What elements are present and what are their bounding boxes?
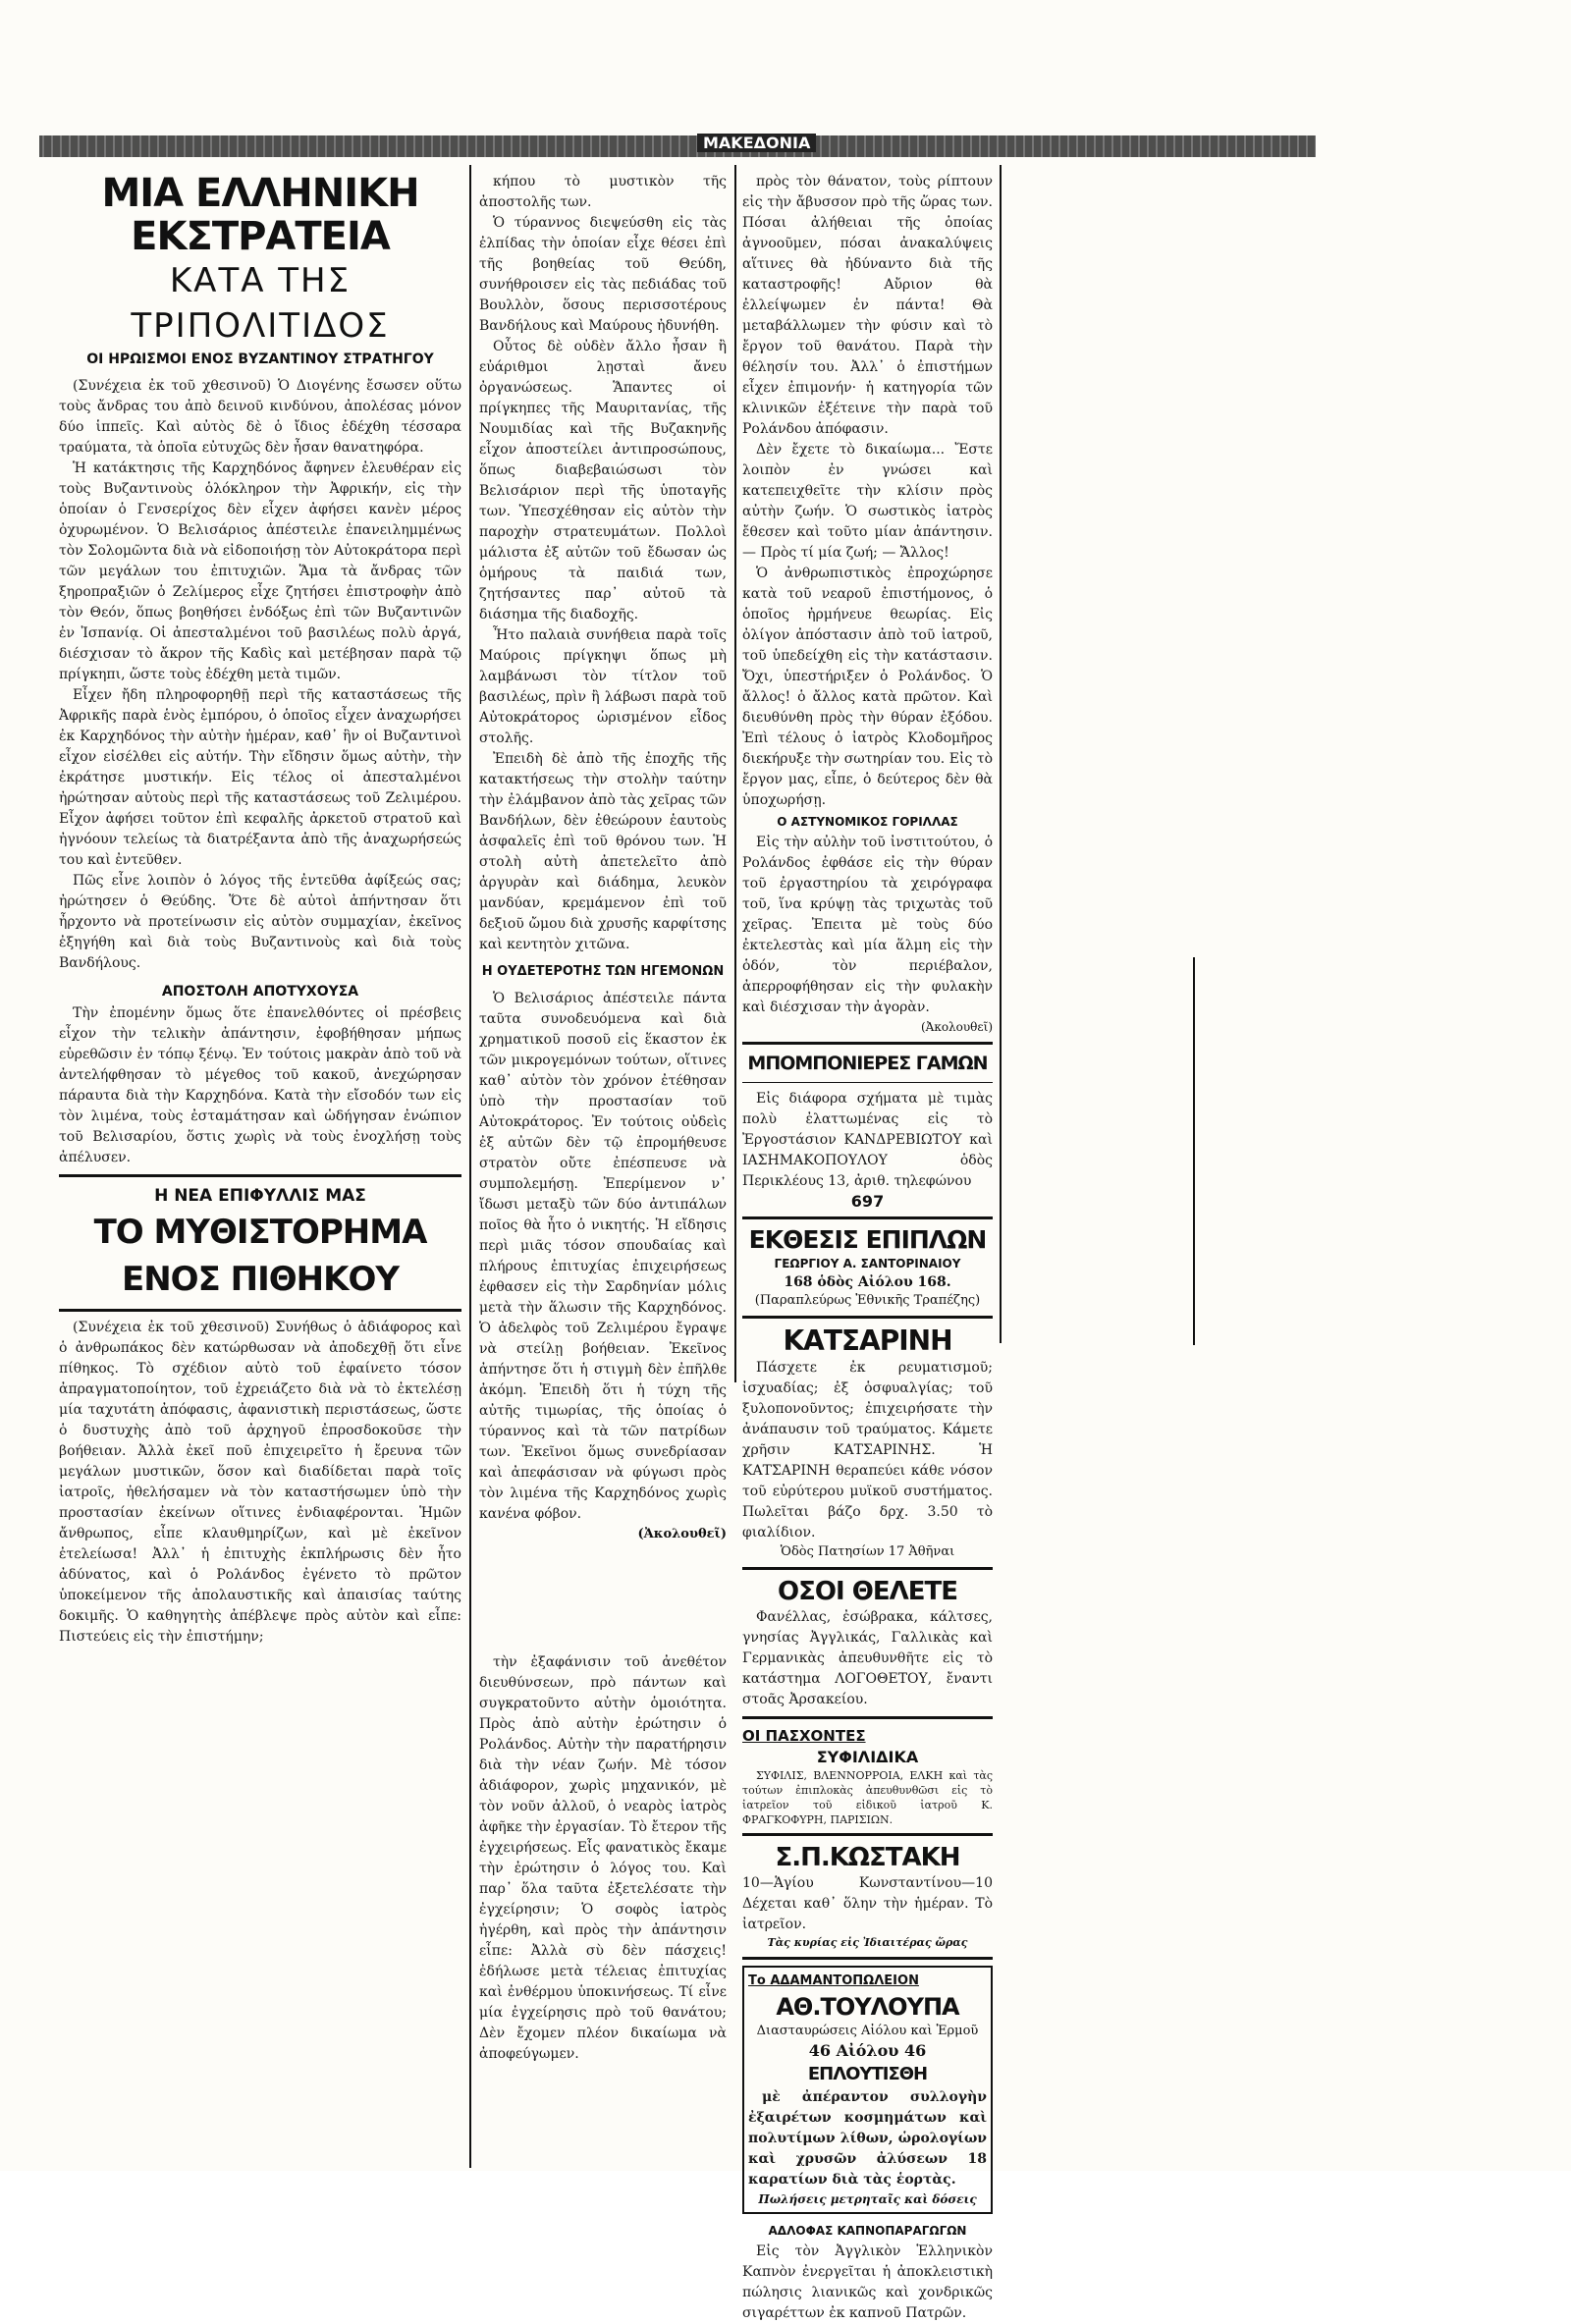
- paragraph: (Συνέχεια ἐκ τοῦ χθεσινοῦ) Συνήθως ὁ ἀδιάφορος καὶ ὁ ἀνθρωπάκος δὲν κατώρθωσαν νὰ ἀποδεχθῇ ὅτι εἶνε πίθηκος. Τὸ σχέδιον αὐτὸ τοῦ ἐφαίνετο τόσον ἀπραγματοποίητον, τοῦ ἐχρειάζετο διὰ νὰ τὸ ἐκτελέσῃ μία ταχυτάτη ἀπόφασις, ἀφανιστικὴ περιστάσεως, ὥστε ὁ δυστυχὴς ἀπὸ τοῦ ἀρχηγοῦ ἐπροσδοκοῦσε τὴν βοήθειαν. Ἀλλὰ ἐκεῖ ποῦ ἐπιχειρεῖτο ἡ ἔρευνα τῶν μεγάλων μυστικῶν, ὅσον καὶ διαδίδεται παρὰ τοῖς ἰατροῖς, ἠθελήσαμεν νὰ τὸν καταστήσωμεν ὑπὸ τὴν προστασίαν ἐκείνων οἵτινες ἐνδιαφέρονται. Ἡμῶν ἄνθρωπος, εἶπε κλαυθμηρίζων, καὶ μὲ ἐκεῖνον ἐτελείωσα! Ἀλλ᾽ ἡ ἐπιτυχὴς ἐκπλήρωσις δὲν ἦτο ἀδύνατος, καὶ ὁ Ρολάνδος ἐγένετο τὸ πρῶτον ὑποκείμενον τῆς ἀπολαυστικῆς καὶ ἀπαισίας ταύτης δοκιμῆς. Ὁ καθηγητὴς ἀπέβλεψε πρὸς αὐτὸν καὶ εἶπε: Πιστεύεις εἰς τὴν ἐπιστήμην;: [59, 1320, 461, 1645]
- ad-body: Πάσχετε ἐκ ρευματισμοῦ; ἰσχυαδίας; ἐξ ὁσφυαλγίας; τοῦ ξυλοπονοῦντος; ἐπιχειρήσατε τὴν ἀνάπαυσιν τοῦ τραύματος. Κάμετε χρῆσιν ΚΑΤΣΑΡΙΝΗΣ. Ἡ ΚΑΤΣΑΡΙΝΗ θεραπεύει κάθε νόσον τοῦ εὐρύτερου μυϊκοῦ συστήματος. Πωλεῖται βάζο δρχ. 3.50 τὸ φιαλίδιον.: [742, 1360, 993, 1540]
- divider: [742, 1716, 993, 1719]
- paragraph: Δὲν ἔχετε τὸ δικαίωμα... Ἔστε λοιπὸν ἐν γνώσει καὶ κατεπειχθεῖτε τὴν κλίσιν πρὸς αὐτὴν ζωήν. Ὁ σωστικὸς ἰατρὸς ἔθεσεν καὶ τοῦτο μίαν ἀπάντησιν. — Πρὸς τί μία ζωή; — Ἄλλος!: [742, 442, 993, 561]
- ad-note: (Παραπλεύρως Ἐθνικῆς Τραπέζης): [754, 1293, 981, 1308]
- column-2: [479, 172, 727, 2165]
- ad-title: ΕΚΘΕΣΙΣ ΕΠΙΠΛΩΝ: [748, 1225, 987, 1254]
- column-1: [59, 172, 461, 2165]
- ad-footer: Πωλήσεις μετρηταῖς καὶ δόσεις: [758, 2192, 977, 2206]
- ad-body: 10—Ἁγίου Κωνσταντίνου—10 Δέχεται καθ᾽ ὅλην τὴν ἡμέραν. Τὸ ἰατρεῖον.: [742, 1875, 993, 1932]
- ad-title: ΟΙ ΠΑΣΧΟΝΤΕΣ: [742, 1727, 866, 1745]
- paragraph: Πῶς εἶνε λοιπὸν ὁ λόγος τῆς ἐντεῦθα ἀφίξεώς σας; ἠρώτησεν ὁ Θεύδης. Ὅτε δὲ αὐτοὶ ἀπήντησαν ὅτι ἦρχοντο νὰ προτείνωσιν εἰς αὐτὸν συμμαχίαν, ἐκεῖνος ἐξηγήθη καὶ διὰ τοὺς Βυζαντινοὺς καὶ διὰ τοὺς Βανδήλους.: [59, 873, 461, 971]
- ad-note: Τὰς κυρίας εἰς Ἰδιαιτέρας ὥρας: [767, 1936, 968, 1949]
- kicker: ΟΙ ΗΡΩΙΣΜΟΙ ΕΝΟΣ ΒΥΖΑΝΤΙΝΟΥ ΣΤΡΑΤΗΓΟΥ: [86, 351, 434, 367]
- ad-body: Φανέλλας, ἐσώβρακα, κάλτσες, γνησίας Ἀγγλικάς, Γαλλικὰς καὶ Γερμανικὰς ἀπευθυνθῆτε εἰς τὸ κατάστημα ΛΟΓΟΘΕΤΟΥ, ἔναντι στοᾶς Ἀρσακείου.: [742, 1609, 993, 1707]
- ad-address: Ὁδὸς Πατησίων 17 Ἀθῆναι: [780, 1544, 955, 1559]
- ad-title: ΜΠΟΜΠΟΝΙΕΡΕΣ ΓΑΜΩΝ: [747, 1053, 988, 1074]
- column-3: [742, 172, 993, 2321]
- paragraph: Τὴν ἐπομένην ὅμως ὅτε ἐπανελθόντες οἱ πρέσβεις εἶχον τὴν τελικὴν ἀπάντησιν, ἐφοβήθησαν μήπως εὑρεθῶσιν ἐν τόπῳ ξένῳ. Ἐν τούτοις μακρὰν ἀπὸ τοῦ νὰ ἀντελήφθησαν τὸ μέγεθος τοῦ κακοῦ, ἀνεχώρησαν πάραυτα διὰ τὴν Καρχηδόνα. Κατὰ τὴν εἴσοδόν των εἰς τὸν λιμένα, τοὺς ἐσταμάτησαν καὶ ὡδήγησαν ἐνώπιον τοῦ Βελισαρίου, ὅστις χωρὶς νὰ τοὺς ἐνοχλήσῃ τοὺς ἀπέλυσεν.: [59, 1005, 461, 1165]
- ad-title: ΑΘ.ΤΟΥΛΟΥΠΑ: [776, 1993, 959, 2021]
- divider: [742, 1082, 993, 1083]
- ad-title: ΚΑΤΣΑΡΙΝΗ: [783, 1324, 952, 1357]
- ad-body: μὲ ἀπέραντον συλλογὴν ἐξαιρέτων κοσμημάτων καὶ πολυτίμων λίθων, ὡρολογίων καὶ χρυσῶν ἀλύσεων 18 καρατίων διὰ τὰς ἑορτὰς.: [748, 2089, 987, 2188]
- paragraph: (Συνέχεια ἐκ τοῦ χθεσινοῦ) Ὁ Διογένης ἔσωσεν οὕτω τοὺς ἄνδρας του ἀπὸ δεινοῦ κινδύνου, ἀπολέσας μόνον δύο ἱππεῖς. Καὶ αὐτὸς δὲ ὁ ἴδιος ἐδέχθη τέσσαρα τραύματα, τὰ ὁποῖα εὐτυχῶς δὲν ἦσαν θανατηφόρα.: [59, 378, 461, 456]
- divider: [742, 1833, 993, 1836]
- section-heading: Η ΟΥΔΕΤΕΡΟΤΗΣ ΤΩΝ ΗΓΕΜΟΝΩΝ: [481, 964, 725, 979]
- ad-body: Εἰς διάφορα σχήματα μὲ τιμὰς πολὺ ἐλαττωμένας εἰς τὸ Ἐργοστάσιον ΚΑΝΔΡΕΒΙΩΤΟΥ καὶ ΙΑΣΗΜΑΚΟΠΟΥΛΟΥ ὁδὸς Περικλέους 13, ἀριθ. τηλεφώνου: [742, 1091, 993, 1189]
- column-rule: [469, 165, 471, 2168]
- ad-body: Εἰς τὸν Ἀγγλικὸν Ἑλληνικὸν Καπνὸν ἐνεργεῖται ἡ ἀποκλειστικὴ πώλησις λιανικῶς καὶ χονδρικῶς σιγαρέττων ἐκ καπνοῦ Πατρῶν.: [742, 2243, 993, 2321]
- paragraph: Οὗτος δὲ οὐδὲν ἄλλο ἦσαν ἢ εὐάριθμοι λῃσταὶ ἄνευ ὀργανώσεως. Ἅπαντες οἱ πρίγκηπες τῆς Μαυριτανίας, τῆς Νουμιδίας καὶ τῆς Βυζακηνῆς εἶχον ἀποστείλει ἀντιπροσώπους, ὅπως διαβεβαιώσωσι τὸν Βελισάριον περὶ τῆς ὑποταγῆς των. Ὑπεσχέθησαν εἰς αὐτὸν τὴν παροχὴν στρατευμάτων. Πολλοὶ μάλιστα ἐξ αὐτῶν τοῦ ἔδωσαν ὡς ὁμήρους τὰ παιδιά των, ζητήσαντες παρ᾽ αὐτοῦ τὰ διάσημα τῆς διαδοχῆς.: [479, 339, 727, 622]
- ad-title: ΑΔΛΟΦΑΣ ΚΑΠΝΟΠΑΡΑΓΩΓΩΝ: [768, 2224, 967, 2238]
- divider: [742, 1316, 993, 1319]
- paragraph: πρὸς τὸν θάνατον, τοὺς ρίπτουν εἰς τὴν ἄβυσσον πρὸ τῆς ὥρας των. Πόσαι ἀλήθειαι τῆς ὁποίας ἀγνοοῦμεν, πόσαι ἀνακαλύψεις αἵτινες θὰ ἠδύναντο διὰ τῆς καταστροφῆς! Αὔριον θὰ ἐλλείψωμεν ἐν πάντα! Θὰ μεταβάλλωμεν τὴν φύσιν καὶ τὸ ἔργον τοῦ θανάτου. Παρὰ τὴν θέλησίν του. Ἀλλ᾽ ὁ ἐπιστήμων εἶχεν ἐπιμονήν· ἡ κατηγορία τῶν κλινικῶν ἐξέτεινε τὴν παρὰ τοῦ Ρολάνδου ἀπόφασιν.: [742, 174, 993, 437]
- ad-address: 168 ὁδὸς Αἰόλου 168.: [784, 1274, 951, 1290]
- ad-title: Σ.Π.ΚΩΣΤΑΚΗ: [775, 1843, 960, 1872]
- paragraph: Ἦτο παλαιὰ συνήθεια παρὰ τοῖς Μαύροις πρίγκηψι ὅπως μὴ λαμβάνωσι τὸν τίτλον τοῦ βασιλέως, πρὶν ἢ λάβωσι παρὰ τοῦ Αὐτοκράτορος ὡρισμένον εἶδος στολῆς.: [479, 627, 727, 746]
- ad-body: ΣΥΦΙΛΙΣ, ΒΛΕΝΝΟΡΡΟΙΑ, ΕΛΚΗ καὶ τὰς τούτων ἐπιπλοκὰς ἀπευθυνθῶσι εἰς τὸ ἰατρεῖον τοῦ εἰδικοῦ ἰατροῦ Κ. ΦΡΑΓΚΟΦΥΡΗ, ΠΑΡΙΣΙΩΝ.: [742, 1769, 993, 1826]
- section-heading: Ο ΑΣΤΥΝΟΜΙΚΟΣ ΓΟΡΙΛΛΑΣ: [777, 815, 958, 829]
- masthead-band: [39, 135, 1316, 157]
- paragraph: Ὁ τύραννος διεψεύσθη εἰς τὰς ἐλπίδας τὴν ὁποίαν εἶχε θέσει ἐπὶ τῆς βοηθείας τοῦ Θεύδη, συνήθροισεν εἰς τὰς πεδιάδας τοῦ Βουλλὸν, ὅσους περισσοτέρους Βανδήλους καὶ Μαύρους ἠδυνήθη.: [479, 215, 727, 334]
- column-rule: [1000, 165, 1002, 1343]
- ad-sub: ΓΕΩΡΓΙΟΥ Α. ΣΑΝΤΟΡΙΝΑΙΟΥ: [774, 1257, 961, 1270]
- headline: ΜΙΑ ΕΛΛΗΝΙΚΗ ΕΚΣΤΡΑΤΕΙΑ: [101, 171, 419, 259]
- paragraph: Ὁ ἀνθρωπιστικὸς ἐπροχώρησε κατὰ τοῦ νεαροῦ ἐπιστήμονος, ὁ ὁποῖος ἠρμήνευε θεωρίας. Εἰς ὀλίγον ἀπόστασιν ἀπὸ τοῦ ἰατροῦ, τοῦ ὑπεδείχθη εἰς τὴν κατάστασιν. Ὄχι, ὑπεστήριξεν ὁ Ρολάνδος. Ὁ ἄλλος! ὁ ἄλλος κατὰ πρῶτον. Καὶ διευθύνθη πρὸς τὴν θύραν ἐξόδου. Ἐπὶ τέλους ὁ ἰατρὸς Κλοδομῆρος διεκήρυξε τὴν σωτηρίαν του. Εἰς τὸ ἔργον μας, εἶπε, ὁ δεύτερος δὲν θὰ ὑποχωρήσῃ.: [742, 566, 993, 808]
- ad-sub: Διασταυρώσεις Αἰόλου καὶ Ἑρμοῦ: [756, 2024, 979, 2038]
- divider: [59, 1309, 461, 1312]
- headline-sub: ΚΑΤΑ ΤΗΣ ΤΡΙΠΟΛΙΤΙΔΟΣ: [131, 261, 390, 346]
- ad-address: 46 Αἰόλου 46: [808, 2041, 927, 2060]
- paragraph: κήπου τὸ μυστικὸν τῆς ἀποστολῆς των.: [479, 174, 727, 210]
- paragraph: Ὁ Βελισάριος ἀπέστειλε πάντα ταῦτα συνοδευόμενα καὶ διὰ χρηματικοῦ ποσοῦ εἰς ἕκαστον ἐκ τῶν μικρογεμόνων τούτων, οἵτινες καθ᾽ αὑτὸν τὸν χρόνον ἐτέθησαν ὑπὸ τὴν προστασίαν τοῦ Αὐτοκράτορος. Ἐν τούτοις οὐδεὶς ἐξ αὐτῶν δὲν τῷ ἐπρομήθευσε στρατὸν οὔτε ἐπέσπευσε νὰ συμπολεμήσῃ. Ἐπερίμενον ν᾽ ἴδωσι μεταξὺ τῶν δύο ἀντιπάλων ποῖος θὰ ἦτο ὁ νικητής. Ἡ εἴδησις περὶ μιᾶς τόσον σπουδαίας καὶ πλήρους ἐπιτυχίας ἐπιχειρήσεως ἐφθασεν εἰς τὴν Σαρδηνίαν μόλις μετὰ τὴν ἅλωσιν τῆς Καρχηδόνος. Ὁ ἀδελφὸς τοῦ Ζελιμέρου ἔγραψε νὰ στείλῃ βοήθειαν. Ἐκεῖνος ἀπήντησε ὅτι ἡ στιγμὴ δὲν ἐπῆλθε ἀκόμη. Ἐπειδὴ ὅτι ἡ τύχη τῆς αὐτῆς τιμωρίας, τῆς ὁποίας ὁ τύραννος καὶ τὰ τῶν πατρίδων των. Ἐκεῖνοι ὅμως συνεδρίασαν καὶ ἀπεφάσισαν νὰ φύγωσι πρὸς τὸν λιμένα τῆς Καρχηδόνος χωρὶς κανένα φόβον.: [479, 991, 727, 1522]
- continued-label: (Ἀκολουθεῖ): [637, 1527, 727, 1541]
- ad-phone: 697: [850, 1192, 885, 1211]
- ad-head: Το ΑΔΑΜΑΝΤΟΠΩΛΕΙΟΝ: [748, 1973, 919, 1988]
- column-rule: [1193, 957, 1195, 1345]
- paragraph: Εἶχεν ἤδη πληροφορηθῇ περὶ τῆς καταστάσεως τῆς Ἀφρικῆς παρὰ ἑνὸς ἐμπόρου, ὁ ὁποῖος εἶχεν ἀναχωρήσει ἐκ Καρχηδόνος τὴν αὐτὴν ἡμέραν, καθ᾽ ἣν οἱ Βυζαντινοὶ εἶχον εἰσέλθει εἰς αὐτήν. Τὴν εἴδησιν ὅμως αὐτὴν, τὴν ἐκράτησε μυστικήν. Εἰς τέλος οἱ ἀπεσταλμένοι ἠρώτησαν αὐτοὺς περὶ τῆς καταστάσεως τοῦ Ζελιμέρου. Εἶχον ἀφήσει τοῦτον ἐπὶ κεφαλῆς ἀρκετοῦ στρατοῦ καὶ ἠγνόουν τελείως τὰ διατρέξαντα ἀπὸ τῆς ἀναχωρήσεώς του καὶ ἐντεῦθεν.: [59, 687, 461, 868]
- masthead-label: ΜΑΚΕΔΟΝΙΑ: [697, 134, 816, 152]
- paragraph: Ἐπειδὴ δὲ ἀπὸ τῆς ἐποχῆς τῆς κατακτήσεως τὴν στολὴν ταύτην τὴν ἐλάμβανον ἀπὸ τὰς χεῖρας τῶν Βανδήλων, δὲν ἐθεώρουν ἑαυτοὺς ἀσφαλεῖς ἐπὶ τοῦ θρόνου των. Ἡ στολὴ αὐτὴ ἀπετελεῖτο ἀπὸ ἀργυρὰν καὶ διάδημα, λευκὸν μανδύαν, κρεμάμενον ἐπὶ τοῦ δεξιοῦ ὤμου διὰ χρυσῆς καρφίτσης καὶ κεντητὸν χιτῶνα.: [479, 751, 727, 952]
- section-heading: Η ΝΕΑ ΕΠΙΦΥΛΛΙΣ ΜΑΣ: [154, 1186, 366, 1206]
- column-rule: [734, 165, 736, 1382]
- novel-title: ΤΟ ΜΥΘΙΣΤΟΡΗΜΑ ΕΝΟΣ ΠΙΘΗΚΟΥ: [93, 1213, 427, 1299]
- section-heading: ΑΠΟΣΤΟΛΗ ΑΠΟΤΥΧΟΥΣΑ: [161, 984, 359, 1000]
- divider: [59, 1174, 461, 1177]
- paragraph: Εἰς τὴν αὐλὴν τοῦ ἰνστιτούτου, ὁ Ρολάνδος ἐφθάσε εἰς τὴν θύραν τοῦ ἐργαστηρίου τὰ χειρόγραφα τοῦ, ἵνα κρύψῃ τὰς τριχωτὰς τοῦ χεῖρας. Ἐπειτα μὲ τοὺς δύο ἐκτελεστὰς καὶ μία ἅλμη εἰς τὴν ὁδόν, τὸν περιέβαλον, ἀπερροφήθησαν εἰς τὴν φυλακὴν καὶ διέσχισαν τὴν ἀγορὰν.: [742, 835, 993, 1015]
- paragraph: Ἡ κατάκτησις τῆς Καρχηδόνος ἄφηνεν ἐλευθέραν εἰς τοὺς Βυζαντινοὺς ὁλόκληρον τὴν Ἀφρικήν, εἰς τὴν ὁποίαν ὁ Γενσερίχος δὲν εἶχεν ἀφήσει κανὲν μέρος ὀχυρωμένον. Ὁ Βελισάριος ἀπέστειλε ἐπανειλημμένως τὸν Σολομῶντα διὰ νὰ εἰδοποιήσῃ τὸν Αὐτοκράτορα περὶ τῶν μεγάλων του ἐπιτυχιῶν. Ἅμα τὰ ἄνδρας τῶν ξηροπραξιῶν ὁ Ζελίμερος εἶχε ζητήσει ἐπιστροφὴν ἀπὸ τὸν Θεόν, ὅπως βοηθήσει ἐνδόξως ἐπὶ τῶν Βυζαντινῶν ἐν Ἰσπανίᾳ. Οἱ ἀπεσταλμένοι τοῦ βασιλέως πολὺ ἀργά, διέσχισαν τὸ ἄκρον τῆς Καδὶς καὶ μετέβησαν παρὰ τῷ πρίγκηπι, ὥστε τοὺς ἐδέχθη μετὰ τιμῶν.: [59, 460, 461, 682]
- paragraph: τὴν ἐξαφάνισιν τοῦ ἀνεθέτον διευθύνσεων, πρὸ πάντων καὶ συγκρατοῦντο αὐτὴν ὁμοιότητα. Πρὸς ἀπὸ αὐτὴν ἐρώτησιν ὁ Ρολάνδος. Αὐτὴν τὴν παρατήρησιν διὰ τὴν νέαν ζωήν. Μὲ τόσον ἀδιάφορον, χωρὶς μηχανικόν, μὲ τὸν νοῦν ἀλλοῦ, ὁ νεαρὸς ἰατρὸς ἀφῆκε τὴν ἐργασίαν. Τὸ ἔτερον τῆς ἐγχειρήσεως. Εἶς φανατικὸς ἔκαμε τὴν ἐρώτησιν ὁ λόγος του. Καὶ παρ᾽ ὅλα ταῦτα ἐξετελέσατε τὴν ἐγχείρησιν; Ὁ σοφὸς ἰατρὸς ἠγέρθη, καὶ πρὸς τὴν ἀπάντησιν εἶπε: Ἀλλὰ σὺ δὲν πάσχεις! ἐδήλωσε μετὰ τέλειας ἐπιτυχίας καὶ ἐνθέρμου ὑποκινήσεως. Τί εἶνε μία ἐγχείρησις πρὸ τοῦ θανάτου; Δὲν ἔχομεν πλέον δικαίωμα νὰ ἀποφεύγωμεν.: [479, 1654, 727, 2062]
- continued-label: (Ἀκολουθεῖ): [920, 1020, 993, 1034]
- divider: [742, 1216, 993, 1219]
- divider: [742, 1957, 993, 1960]
- divider: [742, 1042, 993, 1045]
- ad-sub: ΣΥΦΙΛΙΔΙΚΑ: [816, 1748, 919, 1766]
- divider: [742, 1567, 993, 1570]
- ad-title: ΟΣΟΙ ΘΕΛΕΤΕ: [778, 1577, 957, 1606]
- ad-headline: ΕΠΛΟΥΤΙΣΘΗ: [807, 2064, 928, 2084]
